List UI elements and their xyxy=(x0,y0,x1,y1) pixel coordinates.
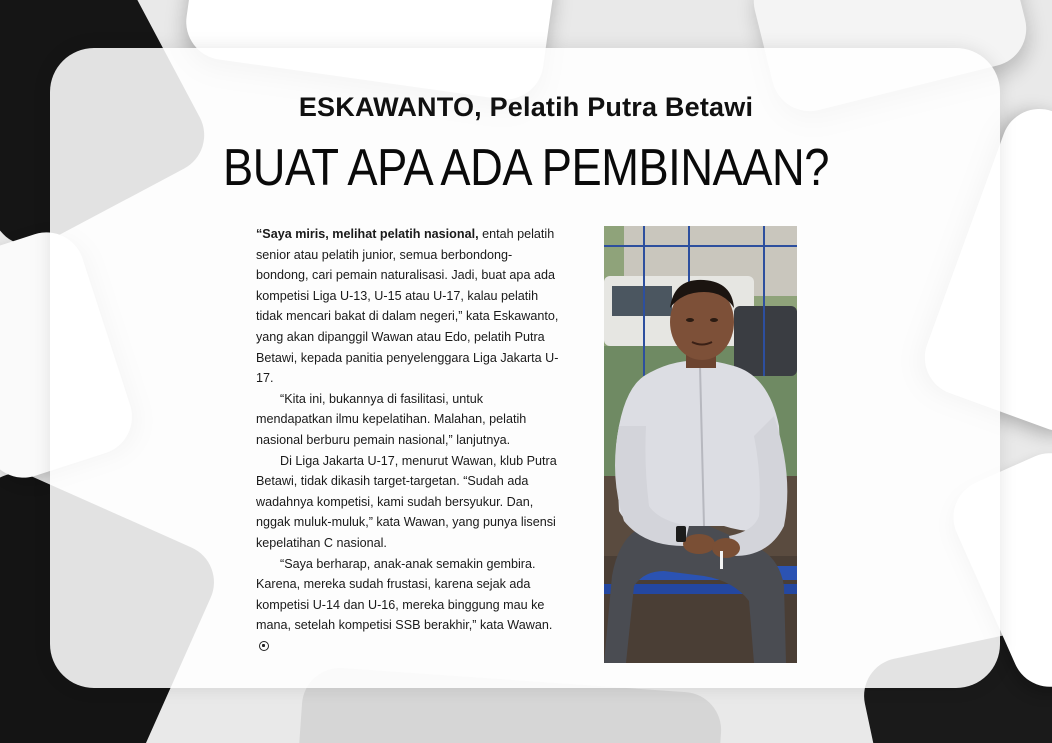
article-paragraph-4-text: “Saya berharap, anak-anak semakin gembira. Karena, mereka sudah frustasi, karena sejak ada kompetisi U-14 dan U-16, mereka binggung mau ke mana, setelah kompetisi SSB berakhir,” kata Wawan. xyxy=(256,556,553,633)
article-body xyxy=(256,224,560,656)
article-lead-bold: “Saya miris, melihat pelatih nasional, xyxy=(256,227,479,241)
article-kicker: ESKAWANTO, Pelatih Putra Betawi xyxy=(298,92,754,122)
article-paragraph-1 xyxy=(256,224,560,389)
soccer-ball-icon xyxy=(259,641,269,651)
article-paragraph-1-text: entah pelatih senior atau pelatih junior, semua berbondong-bondong, cari pemain naturalisasi. Jadi, buat apa ada kompetisi Liga U-13, U-15 atau U-17, kalau pelatih tidak mencari bakat di dalam negeri,” kata Eskawanto, yang akan dipanggil Wawan atau Edo, pelatih Putra Betawi, kepada panitia penyelenggara Liga Jakarta U-17. xyxy=(256,227,559,386)
coach-photo xyxy=(604,226,797,663)
coach-photo-illustration xyxy=(604,226,797,663)
article-paragraph-2: “Kita ini, bukannya di fasilitasi, untuk mendapatkan ilmu kepelatihan. Malahan, pelatih nasional berburu pemain nasional,” lanjutnya. xyxy=(256,391,527,447)
article-paragraph-4 xyxy=(256,554,560,657)
article-paragraph-3: Di Liga Jakarta U-17, menurut Wawan, klub Putra Betawi, tidak dikasih target-targetan. “Sudah ada wadahnya kompetisi, kami sudah bersyukur. Dan, nggak muluk-muluk,” kata Wawan, yang punya lisensi kepelatihan C nasional. xyxy=(256,453,557,550)
article-headline: BUAT APA ADA PEMBINAAN? xyxy=(222,139,830,197)
